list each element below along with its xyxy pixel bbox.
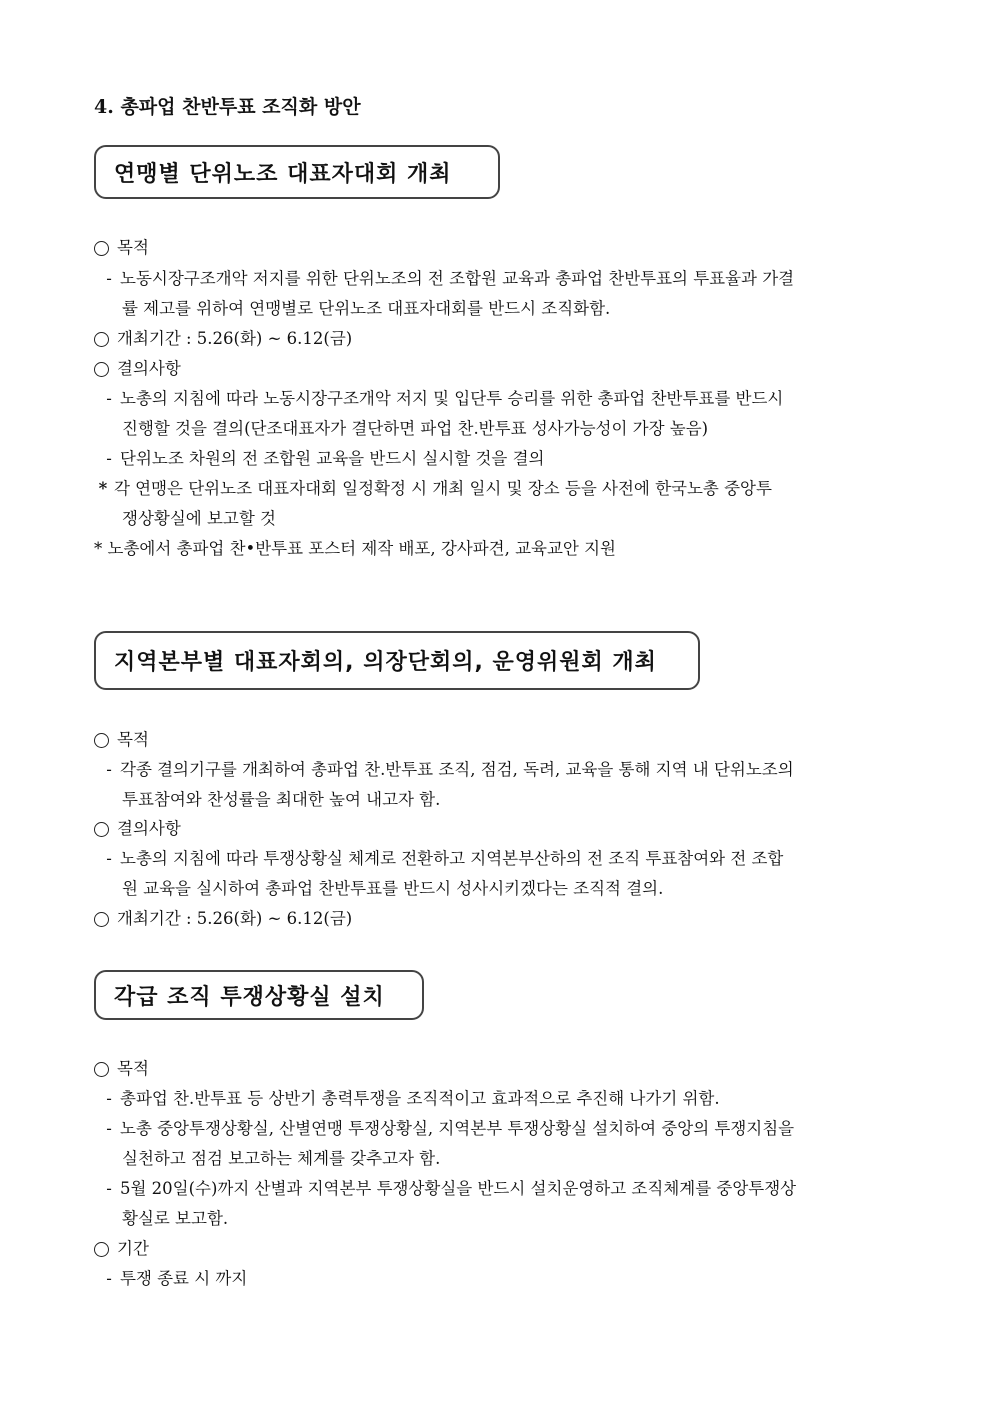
- body-line: [94, 237, 149, 259]
- body-line: [122, 508, 276, 530]
- body-line: [92, 478, 772, 500]
- dash-bullet-icon: -: [106, 1119, 112, 1138]
- note-asterisk-icon: *: [94, 539, 108, 558]
- asterisk-bullet-icon: *: [98, 479, 108, 498]
- body-line: [94, 908, 352, 930]
- body-line: [122, 298, 610, 320]
- body-line: [122, 789, 440, 811]
- line-text: 목적: [117, 1059, 149, 1078]
- circle-bullet-icon: [94, 1062, 109, 1077]
- body-line: [98, 1178, 796, 1200]
- line-text: 목적: [117, 730, 149, 749]
- body-line: [94, 818, 181, 840]
- body-line: [94, 1238, 149, 1260]
- dash-bullet-icon: -: [106, 1089, 112, 1108]
- circle-bullet-icon: [94, 332, 109, 347]
- body-line: [122, 1208, 228, 1230]
- body-line: [122, 1148, 440, 1170]
- body-line: [98, 848, 783, 870]
- line-text: 노총에서 총파업 찬•반투표 포스터 제작 배포, 강사파견, 교육교안 지원: [107, 539, 616, 558]
- body-line: [94, 328, 352, 350]
- line-text: 노동시장구조개악 저지를 위한 단위노조의 전 조합원 교육과 총파업 찬반투표의 투표율과 가결: [120, 269, 795, 288]
- body-line: [122, 878, 663, 900]
- circle-bullet-icon: [94, 733, 109, 748]
- section-heading: 각급 조직 투쟁상황실 설치: [114, 984, 385, 1010]
- body-line: [98, 268, 794, 290]
- body-line: [122, 418, 708, 440]
- section-heading: 지역본부별 대표자회의, 의장단회의, 운영위원회 개최: [114, 650, 657, 675]
- dash-bullet-icon: -: [106, 1269, 112, 1288]
- body-line: [94, 358, 181, 380]
- body-line: [98, 388, 783, 410]
- line-text: 결의사항: [117, 819, 181, 838]
- body-line: [94, 729, 149, 751]
- line-text: 단위노조 차원의 전 조합원 교육을 반드시 실시할 것을 결의: [120, 449, 545, 468]
- circle-bullet-icon: [94, 822, 109, 837]
- dash-bullet-icon: -: [106, 449, 112, 468]
- line-text: 총파업 찬.반투표 등 상반기 총력투쟁을 조직적이고 효과적으로 추진해 나가기 위함.: [120, 1089, 720, 1108]
- line-text: 률 제고를 위하여 연맹별로 단위노조 대표자대회를 반드시 조직화함.: [122, 299, 611, 318]
- section-heading: 연맹별 단위노조 대표자대회 개최: [114, 161, 452, 187]
- dash-bullet-icon: -: [106, 849, 112, 868]
- body-line: [98, 1268, 247, 1290]
- body-line: [98, 1118, 794, 1140]
- line-text: 개최기간 : 5.26(화) ~ 6.12(금): [117, 909, 353, 928]
- line-text: 목적: [117, 238, 149, 257]
- line-text: 황실로 보고함.: [122, 1209, 229, 1228]
- dash-bullet-icon: -: [106, 269, 112, 288]
- line-text: 투쟁 종료 시 까지: [120, 1269, 248, 1288]
- line-text: 진행할 것을 결의(단조대표자가 결단하면 파업 찬.반투표 성사가능성이 가장 높음): [122, 419, 709, 438]
- line-text: 노총 중앙투쟁상황실, 산별연맹 투쟁상황실, 지역본부 투쟁상황실 설치하여 중앙의 투쟁지침을: [120, 1119, 795, 1138]
- dash-bullet-icon: -: [106, 389, 112, 408]
- section-heading-box: [94, 631, 700, 690]
- line-text: 기간: [117, 1239, 149, 1258]
- circle-bullet-icon: [94, 912, 109, 927]
- line-text: 개최기간 : 5.26(화) ~ 6.12(금): [117, 329, 353, 348]
- line-text: 각 연맹은 단위노조 대표자대회 일정확정 시 개최 일시 및 장소 등을 사전에 한국노총 중앙투: [114, 479, 772, 498]
- page-title: 4. 총파업 찬반투표 조직화 방안: [94, 96, 361, 118]
- dash-bullet-icon: -: [106, 760, 112, 779]
- line-text: 5월 20일(수)까지 산별과 지역본부 투쟁상황실을 반드시 설치운영하고 조직체계를 중앙투쟁상: [120, 1179, 797, 1198]
- line-text: 투표참여와 찬성률을 최대한 높여 내고자 함.: [122, 790, 441, 809]
- body-line: [98, 759, 794, 781]
- dash-bullet-icon: -: [106, 1179, 112, 1198]
- line-text: 쟁상황실에 보고할 것: [122, 509, 276, 528]
- circle-bullet-icon: [94, 362, 109, 377]
- circle-bullet-icon: [94, 241, 109, 256]
- section-heading-box: [94, 145, 500, 199]
- line-text: 노총의 지침에 따라 투쟁상황실 체계로 전환하고 지역본부산하의 전 조직 투표참여와 전 조합: [120, 849, 784, 868]
- body-line: [94, 538, 616, 560]
- circle-bullet-icon: [94, 1242, 109, 1257]
- body-line: [98, 448, 545, 470]
- line-text: 원 교육을 실시하여 총파업 찬반투표를 반드시 성사시키겠다는 조직적 결의.: [122, 879, 664, 898]
- body-line: [98, 1088, 720, 1110]
- line-text: 실천하고 점검 보고하는 체계를 갖추고자 함.: [122, 1149, 441, 1168]
- body-line: [94, 1058, 149, 1080]
- line-text: 결의사항: [117, 359, 181, 378]
- line-text: 노총의 지침에 따라 노동시장구조개악 저지 및 입단투 승리를 위한 총파업 찬반투표를 반드시: [120, 389, 784, 408]
- line-text: 각종 결의기구를 개최하여 총파업 찬.반투표 조직, 점검, 독려, 교육을 통해 지역 내 단위노조의: [120, 760, 794, 779]
- section-heading-box: [94, 970, 424, 1020]
